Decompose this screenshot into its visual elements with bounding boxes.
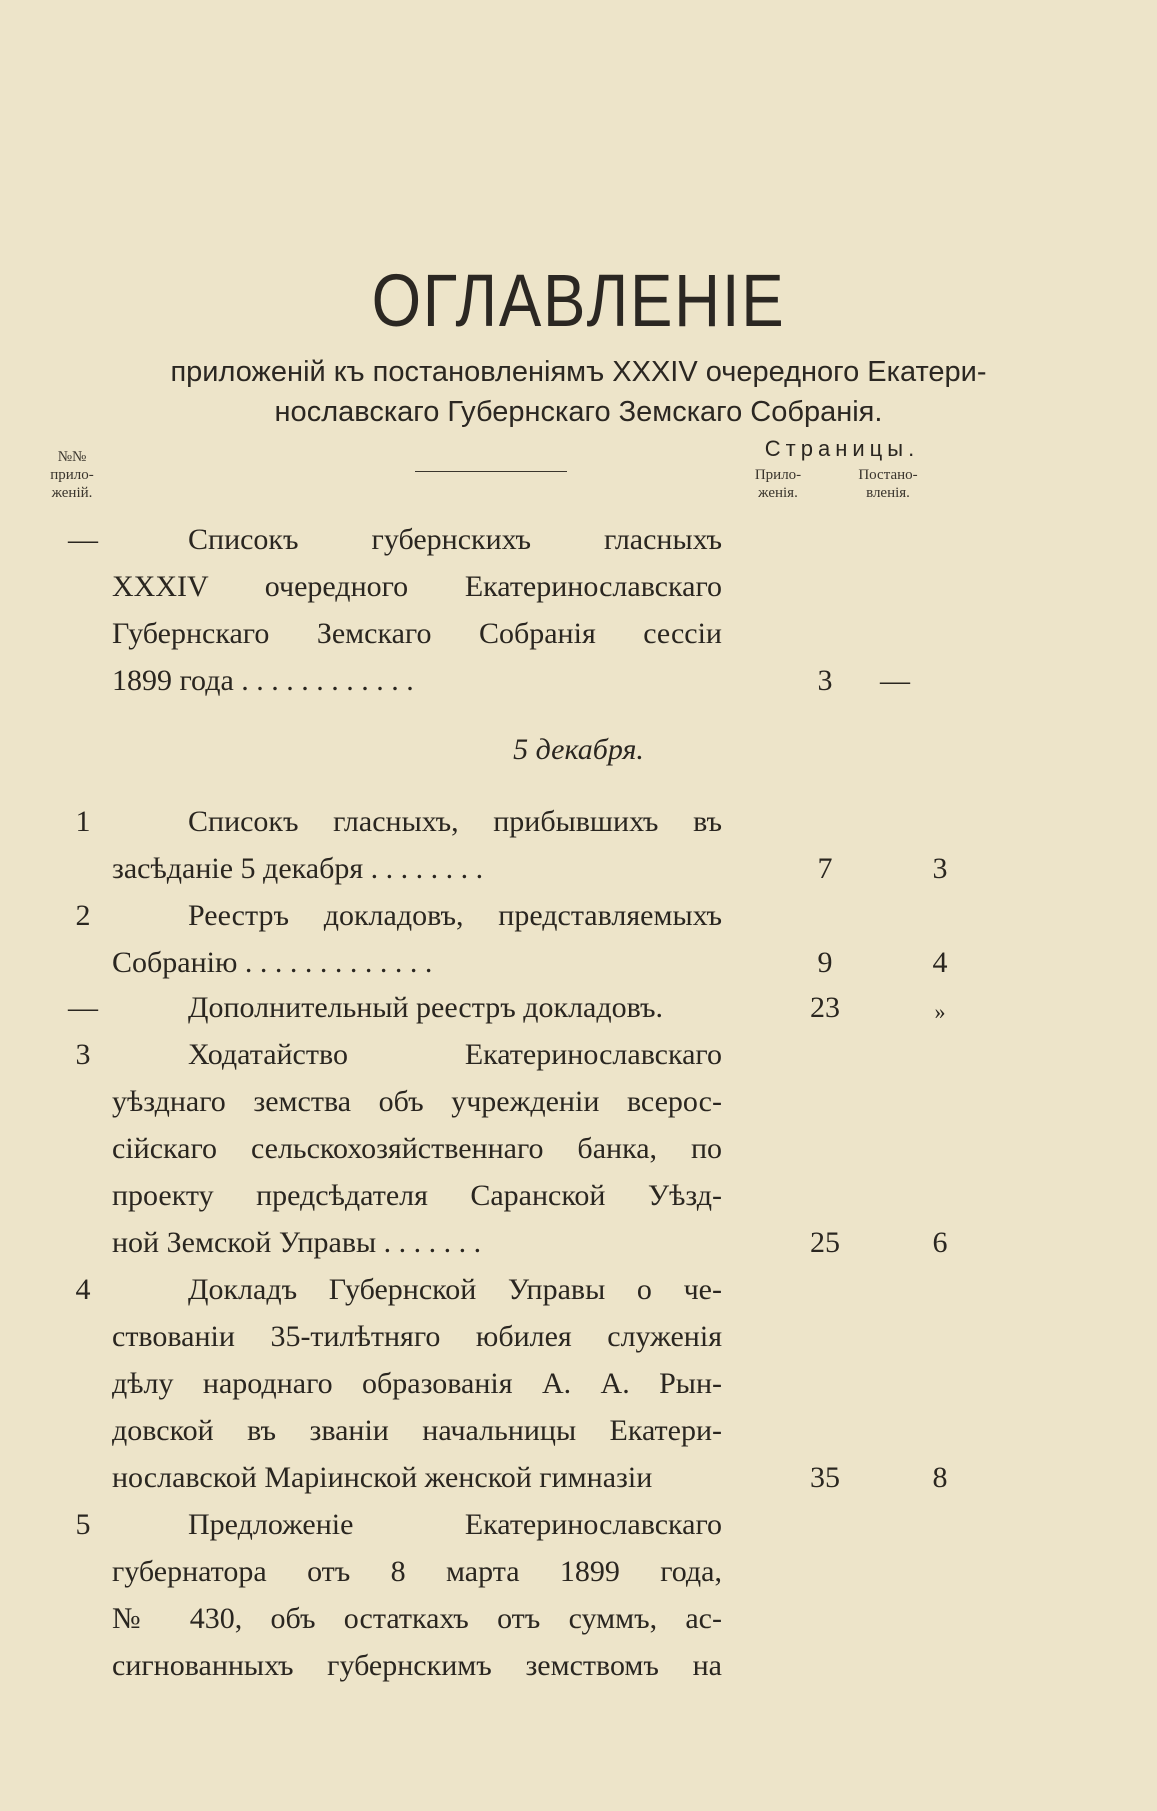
column-header-number: №№ прило- женій. — [50, 449, 94, 501]
entry-number: 4 — [75, 1273, 91, 1306]
entry-text-line: Докладъ Губернской Управы о че- — [188, 1273, 722, 1306]
entry-text-line: Губернскаго Земскаго Собранія сессіи — [112, 617, 722, 650]
entry-text-line: Списокъ гласныхъ, прибывшихъ въ — [188, 805, 722, 838]
section-date-heading: 5 декабря. — [513, 733, 644, 766]
page-title: ОГЛАВЛЕНІЕ — [371, 259, 786, 342]
entry-resolution-page: 4 — [932, 946, 948, 979]
entry-text-line: Предложеніе Екатеринославскаго — [188, 1508, 722, 1541]
entry-text-line: довской въ званіи начальницы Екатери- — [112, 1414, 722, 1447]
subtitle-line-1: приложеній къ постановленіямъ XXXIV очередного Екатери- — [170, 356, 987, 388]
entry-resolution-page: 3 — [932, 852, 948, 885]
entry-text-line: XXXIV очередного Екатеринославскаго — [112, 570, 722, 603]
entry-text-line: сійскаго сельскохозяйственнаго банка, по — [112, 1132, 722, 1165]
entry-text-line: дѣлу народнаго образованія А. А. Рын- — [112, 1367, 722, 1400]
entry-text-line: засѣданіе 5 декабря . . . . . . . . — [112, 852, 484, 885]
column-header-resolution-page: Постано- вленія. — [858, 467, 918, 501]
column-header-pages: Страницы. — [764, 436, 920, 461]
entry-number: — — [68, 523, 98, 556]
entry-resolution-page: » — [934, 999, 946, 1024]
entry-text-line: 1899 года . . . . . . . . . . . . — [112, 664, 414, 697]
entry-text-line: ствованіи 35-тилѣтняго юбилея служенія — [112, 1320, 722, 1353]
entry-text-line: № 430, объ остаткахъ отъ суммъ, ас- — [112, 1602, 722, 1635]
column-header-appendix-page: Прило- женія. — [754, 467, 802, 501]
entry-text-line: Ходатайство Екатеринославскаго — [188, 1038, 722, 1071]
entry-text-line: Реестръ докладовъ, представляемыхъ — [188, 899, 722, 932]
entry-text-line: губернатора отъ 8 марта 1899 года, — [112, 1555, 722, 1588]
entry-text-line: Списокъ губернскихъ гласныхъ — [188, 523, 722, 556]
entry-appendix-page: 7 — [817, 852, 833, 885]
entry-appendix-page: 23 — [810, 991, 840, 1024]
entry-number: — — [68, 991, 98, 1024]
entry-resolution-page: 8 — [932, 1461, 948, 1494]
entry-text-line: уѣзднаго земства объ учрежденіи всерос- — [112, 1085, 722, 1118]
entry-appendix-page: 3 — [817, 664, 833, 697]
header-divider — [415, 471, 567, 472]
entry-number: 2 — [75, 899, 91, 932]
entry-text-line: Дополнительный реестръ докладовъ. — [188, 991, 664, 1024]
entry-text-line: Собранію . . . . . . . . . . . . . — [112, 946, 433, 979]
entry-number: 1 — [75, 805, 91, 838]
entry-appendix-page: 9 — [817, 946, 833, 979]
entry-text-line: проекту предсѣдателя Саранской Уѣзд- — [112, 1179, 722, 1212]
entry-text-line: сигнованныхъ губернскимъ земствомъ на — [112, 1649, 722, 1682]
entry-text-line: ной Земской Управы . . . . . . . — [112, 1226, 482, 1259]
entry-resolution-page: — — [880, 664, 910, 697]
subtitle-line-2: нославскаго Губернскаго Земскаго Собранія. — [274, 396, 883, 428]
entry-appendix-page: 25 — [810, 1226, 840, 1259]
entry-text-line: нославской Маріинской женской гимназіи — [112, 1461, 653, 1494]
entry-appendix-page: 35 — [810, 1461, 840, 1494]
entry-number: 3 — [75, 1038, 91, 1071]
entry-resolution-page: 6 — [932, 1226, 948, 1259]
entry-number: 5 — [75, 1508, 91, 1541]
